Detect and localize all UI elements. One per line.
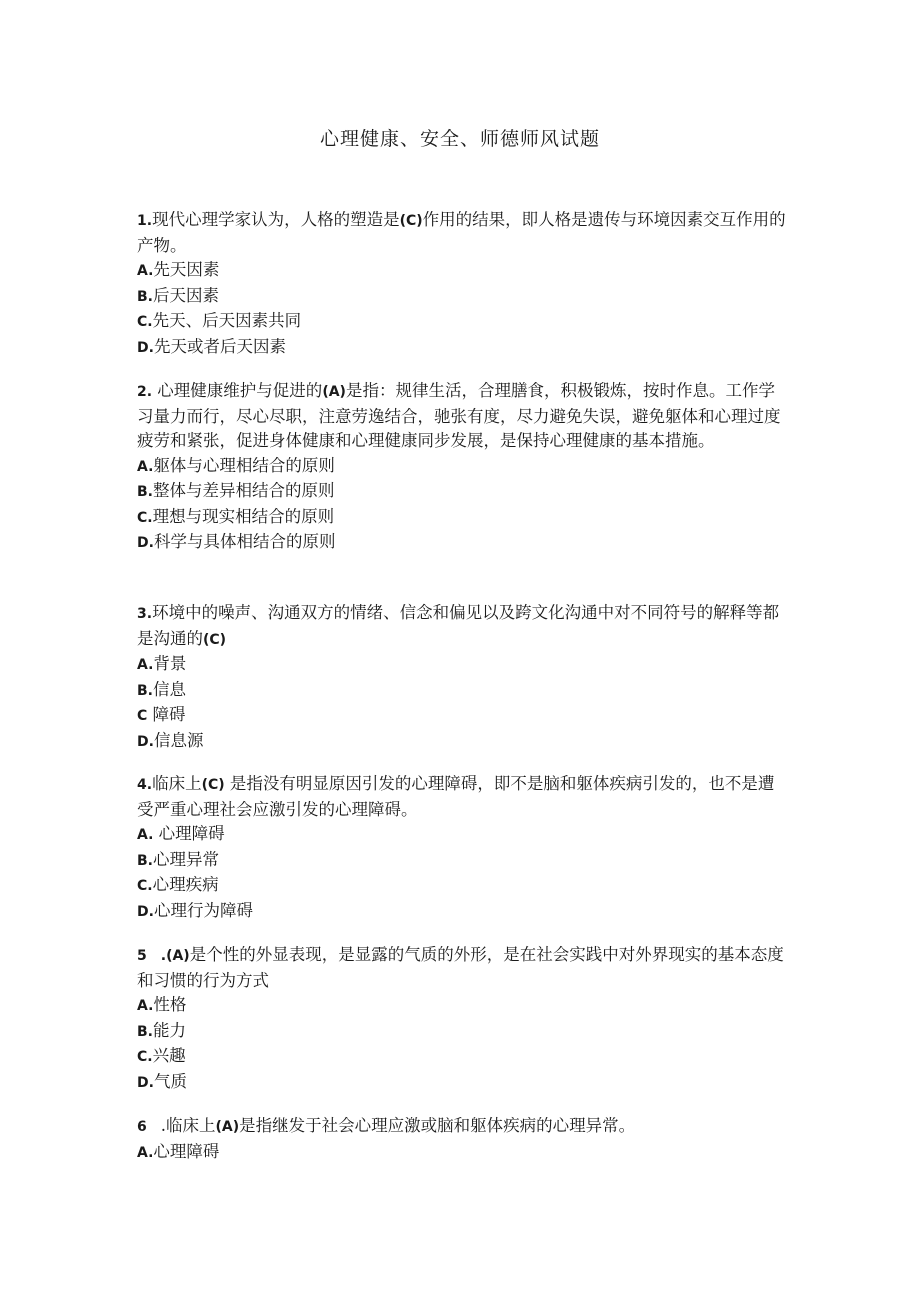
option-d	[137, 530, 787, 556]
option-text: 心理障碍	[153, 1141, 220, 1161]
stem-text: 是指继发于社会心理应激或脑和躯体疾病的心理异常。	[239, 1116, 636, 1135]
question-number: 2.	[137, 384, 153, 400]
option-label: C.	[137, 509, 153, 526]
option-label: A.	[137, 998, 154, 1014]
option-d	[137, 729, 787, 755]
stem-text: 是指：规律生活，合理膳食，积极锻炼，按时作息。工作学习量力而行，尽心尽职，注意劳逸结合，驰张有度，尽力避免失误，避免躯体和心理过度疲劳和紧张，促进身体健康和心理健康同步发展，是保持心理健康的基本措施。	[137, 381, 781, 450]
option-text: 障碍	[147, 705, 186, 724]
question-stem	[137, 772, 787, 822]
option-label: B.	[137, 852, 153, 869]
option-label: C.	[137, 1049, 153, 1065]
option-d	[137, 1070, 787, 1096]
option-text: 理想与现实相结合的原则	[152, 506, 335, 526]
option-label: D.	[137, 733, 154, 750]
question-number: 1.	[137, 213, 153, 229]
option-label: B.	[137, 288, 153, 305]
option-text: 能力	[153, 1020, 186, 1040]
option-label: A.	[137, 263, 154, 279]
option-label: A.	[137, 1144, 154, 1161]
option-text: 躯体与心理相结合的原则	[153, 455, 335, 475]
option-text: 先天、后天因素共同	[152, 311, 302, 330]
option-b	[137, 479, 787, 505]
option-text: 心理障碍	[153, 824, 225, 843]
page-title: 心理健康、安全、师德师风试题	[319, 128, 600, 150]
option-b	[137, 1019, 787, 1045]
option-label: B.	[137, 484, 153, 500]
option-text: 科学与具体相结合的原则	[153, 532, 336, 551]
option-text: 气质	[153, 1071, 187, 1091]
answer-key: (A)	[166, 948, 190, 964]
option-label: C	[137, 708, 148, 724]
question-stem	[137, 379, 787, 454]
answer-key: (C)	[399, 213, 423, 229]
stem-text: 作用的结果，即人格是遗传与环境因素交互作用的产物。	[137, 210, 786, 255]
option-c	[137, 505, 787, 531]
question-stem	[137, 208, 787, 258]
answer-key: (C)	[201, 777, 225, 793]
option-a	[137, 454, 787, 480]
option-a	[137, 652, 787, 678]
stem-text: 心理健康维护与促进的	[152, 381, 323, 400]
option-text: 先天或者后天因素	[153, 336, 286, 356]
stem-text: .	[160, 948, 167, 964]
option-label: C.	[137, 878, 153, 894]
option-label: D.	[137, 339, 154, 356]
option-text: 心理行为障碍	[153, 900, 253, 920]
option-text: 先天因素	[153, 260, 220, 279]
option-label: A.	[137, 657, 154, 673]
option-text: 信息源	[153, 730, 204, 750]
question-5	[137, 943, 787, 1095]
option-c	[137, 703, 787, 729]
option-c	[137, 309, 787, 335]
question-3	[137, 601, 787, 754]
option-b	[137, 284, 787, 310]
stem-text: .临床上	[160, 1116, 216, 1135]
answer-key: (A)	[215, 1119, 240, 1135]
question-6	[137, 1114, 787, 1165]
stem-text: 环境中的噪声、沟通双方的情绪、信念和偏见以及跨文化沟通中对不同符号的解释等都是沟通的	[137, 603, 780, 648]
answer-key: (C)	[203, 631, 227, 648]
option-a	[137, 1140, 787, 1166]
option-label: B.	[137, 1023, 153, 1040]
question-number: 6	[137, 1119, 147, 1135]
option-a	[137, 993, 787, 1019]
question-stem	[137, 601, 787, 652]
stem-text: 是指没有明显原因引发的心理障碍，即不是脑和躯体疾病引发的，也不是遭受严重心理社会应激引发的心理障碍。	[137, 774, 775, 819]
stem-text: 临床上	[152, 774, 202, 793]
option-label: A.	[137, 458, 154, 475]
stem-text: 是个性的外显表现，是显露的气质的外形，是在社会实践中对外界现实的基本态度和习惯的行为方式	[137, 945, 784, 990]
question-4	[137, 772, 787, 924]
option-text: 心理疾病	[152, 875, 219, 894]
option-label: D.	[137, 1074, 154, 1091]
option-label: D.	[137, 535, 154, 551]
option-text: 后天因素	[153, 285, 219, 305]
question-2	[137, 379, 787, 556]
option-text: 性格	[153, 995, 187, 1014]
option-b	[137, 848, 787, 874]
stem-text: 现代心理学家认为，人格的塑造是	[152, 210, 400, 229]
option-d	[137, 335, 787, 361]
option-b	[137, 678, 787, 704]
option-label: D.	[137, 903, 154, 920]
option-label: A.	[137, 827, 154, 843]
question-number: 5	[137, 948, 147, 964]
option-text: 背景	[153, 654, 187, 673]
option-a	[137, 258, 787, 284]
option-c	[137, 1044, 787, 1070]
option-c	[137, 873, 787, 899]
option-label: B.	[137, 682, 153, 699]
option-text: 心理异常	[153, 849, 219, 869]
option-text: 整体与差异相结合的原则	[153, 481, 335, 500]
question-number: 3.	[137, 606, 153, 622]
question-stem	[137, 943, 787, 993]
option-label: C.	[137, 314, 153, 330]
option-a	[137, 822, 787, 848]
option-text: 信息	[153, 679, 186, 699]
question-number: 4.	[137, 777, 153, 793]
question-1	[137, 208, 787, 360]
option-text: 兴趣	[152, 1046, 186, 1065]
question-stem	[137, 1114, 787, 1140]
option-d	[137, 899, 787, 925]
answer-key: (A)	[322, 384, 346, 400]
